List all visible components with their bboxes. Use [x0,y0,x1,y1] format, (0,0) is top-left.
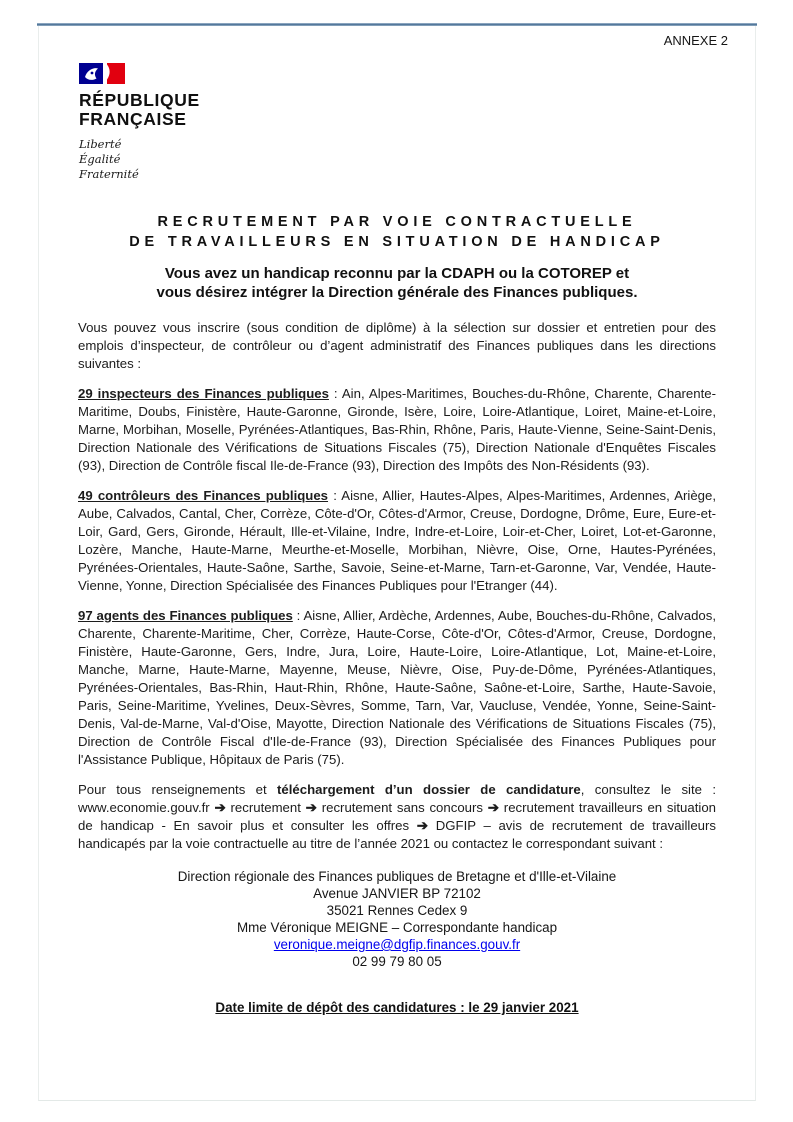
contact-person-line: Mme Véronique MEIGNE – Correspondante handicap [236,920,558,935]
annexe-label: ANNEXE 2 [663,33,728,48]
document-title [78,212,716,252]
logo-francaise-line: FRANÇAISE [79,109,187,129]
section-body-agents: Aisne, Allier, Ardèche, Ardennes, Aube, Bouches-du-Rhône, Calvados, Charente, Charente-Maritime, Cher, Corrèze, Haute-Corse, Côte-d'Or, Côtes-d'Armor, Creuse, Dordogne, Finistère, Haute-Garonne, Gers, Indre, Jura, Loire, Haute-Loire, Loire-Atlantique, Lot, Maine-et-Loire, Manche, Marne, Haute-Marne, Mayenne, Meuse, Nièvre, Oise, Puy-de-Dôme, Pyrénées-Atlantiques, Pyrénées-Orientales, Bas-Rhin, Haut-Rhin, Rhône, Haute-Saône, Saône-et-Loire, Sarthe, Haute-Savoie, Paris, Seine-Maritime, Yvelines, Deux-Sèvres, Somme, Tarn, Var, Vaucluse, Vendée, Yonne, Seine-Saint-Denis, Val-de-Marne, Val-d'Oise, Mayotte, Direction Nationale des Vérifications de Situations Fiscales (75), Direction de Contrôle Fiscal d'Ile-de-France (93), Direction Spécialisée des Finances Publiques pour l'Assistance Publique, Hôpitaux de Paris (75). [78,608,716,767]
section-body-inspecteurs: Ain, Alpes-Maritimes, Bouches-du-Rhône, Charente, Charente-Maritime, Doubs, Finistère, Haute-Garonne, Gironde, Isère, Loire, Loire-Atlantique, Loiret, Maine-et-Loire, Marne, Morbihan, Moselle, Pyrénées-Atlantiques, Bas-Rhin, Rhône, Paris, Haute-Vienne, Seine-Saint-Denis, Direction Nationale des Vérifications de Situations Fiscales (75), Direction Nationale d'Enquêtes Fiscales (93), Direction de Contrôle fiscal Ile-de-France (93), Direction des Impôts des Non-Résidents (93). [78,386,716,473]
page-frame [38,26,756,1101]
devise-egalite: Égalité [79,152,121,166]
section-separator: : [328,488,342,503]
info-bold-text: téléchargement d’un dossier de candidature [277,782,581,797]
logo-devise [79,137,755,182]
section-heading-agents: 97 agents des Finances publiques [78,608,293,623]
info-text: Pour tous renseignements et [78,782,278,797]
right-arrow-icon: ➔ [214,800,226,815]
subtitle-line-2: vous désirez intégrer la Direction générale des Finances publiques. [156,283,638,301]
section-heading-controleurs: 49 contrôleurs des Finances publiques [78,488,329,503]
section-separator: : [328,386,342,401]
document-subtitle [78,265,716,302]
contact-direction-line: Direction régionale des Finances publiques de Bretagne et d'Ille-et-Vilaine [177,869,617,884]
section-paragraph-controleurs [78,487,716,595]
contact-phone-line: 02 99 79 80 05 [352,954,442,969]
section-body-controleurs: Aisne, Allier, Hautes-Alpes, Alpes-Maritimes, Ardennes, Ariège, Aube, Calvados, Cantal, Cher, Corrèze, Côte-d'Or, Côtes-d'Armor, Creuse, Dordogne, Drôme, Eure, Eure-et-Loir, Gard, Gers, Gironde, Hérault, Ille-et-Vilaine, Indre, Indre-et-Loire, Loir-et-Cher, Loiret, Lot-et-Garonne, Lozère, Manche, Haute-Marne, Meurthe-et-Moselle, Morbihan, Nièvre, Oise, Orne, Hautes-Pyrénées, Pyrénées-Orientales, Haute-Saône, Sarthe, Savoie, Seine-et-Marne, Tarn-et-Garonne, Var, Vendée, Haute-Vienne, Yonne, Direction Spécialisée des Finances Publiques pour l'Etranger (44). [78,488,717,593]
email-link[interactable]: veronique.meigne@dgfip.finances.gouv.fr [273,937,521,952]
right-arrow-icon: ➔ [487,800,500,815]
deadline-notice: Date limite de dépôt des candidatures : le 29 janvier 2021 [215,1000,579,1015]
info-text: , consultez le site : www.economie.gouv.fr [78,782,716,815]
logo-republique-line: RÉPUBLIQUE [79,90,200,110]
title-line-2: DE TRAVAILLEURS EN SITUATION DE HANDICAP [129,234,665,250]
section-heading-inspecteurs: 29 inspecteurs des Finances publiques [78,386,329,401]
contact-email-line [78,936,716,953]
intro-paragraph: Vous pouvez vous inscrire (sous condition de diplôme) à la sélection sur dossier et entretien pour des emplois d’inspecteur, de contrôleur ou d’agent administratif des Finances publiques dans les directions suivantes : [78,320,716,371]
contact-city-line: 35021 Rennes Cedex 9 [326,903,468,918]
info-paragraph [78,781,716,853]
info-text: recrutement travailleurs en situation de handicap - En savoir plus et consulter les offres [78,800,716,833]
info-text: recrutement sans concours [316,800,488,815]
info-text: DGFIP – avis de recrutement de travailleurs handicapés par la voie contractuelle au titre de l’année 2021 ou contactez le correspondant suivant : [78,818,716,851]
info-text: recrutement [225,800,306,815]
devise-fraternite: Fraternité [79,167,139,181]
contact-block [78,868,716,970]
section-separator: : [292,608,304,623]
section-paragraph-inspecteurs [78,385,716,475]
contact-address-line: Avenue JANVIER BP 72102 [313,886,481,901]
right-arrow-icon: ➔ [305,800,317,815]
right-arrow-icon: ➔ [416,818,429,833]
title-line-1: RECRUTEMENT PAR VOIE CONTRACTUELLE [157,214,637,230]
subtitle-line-1: Vous avez un handicap reconnu par la CDAPH ou la COTOREP et [164,265,630,282]
section-paragraph-agents [78,607,716,769]
document-body [39,212,755,1015]
marianne-flag-icon [79,62,129,85]
devise-liberte: Liberté [79,137,122,151]
republique-francaise-logo [79,62,755,182]
